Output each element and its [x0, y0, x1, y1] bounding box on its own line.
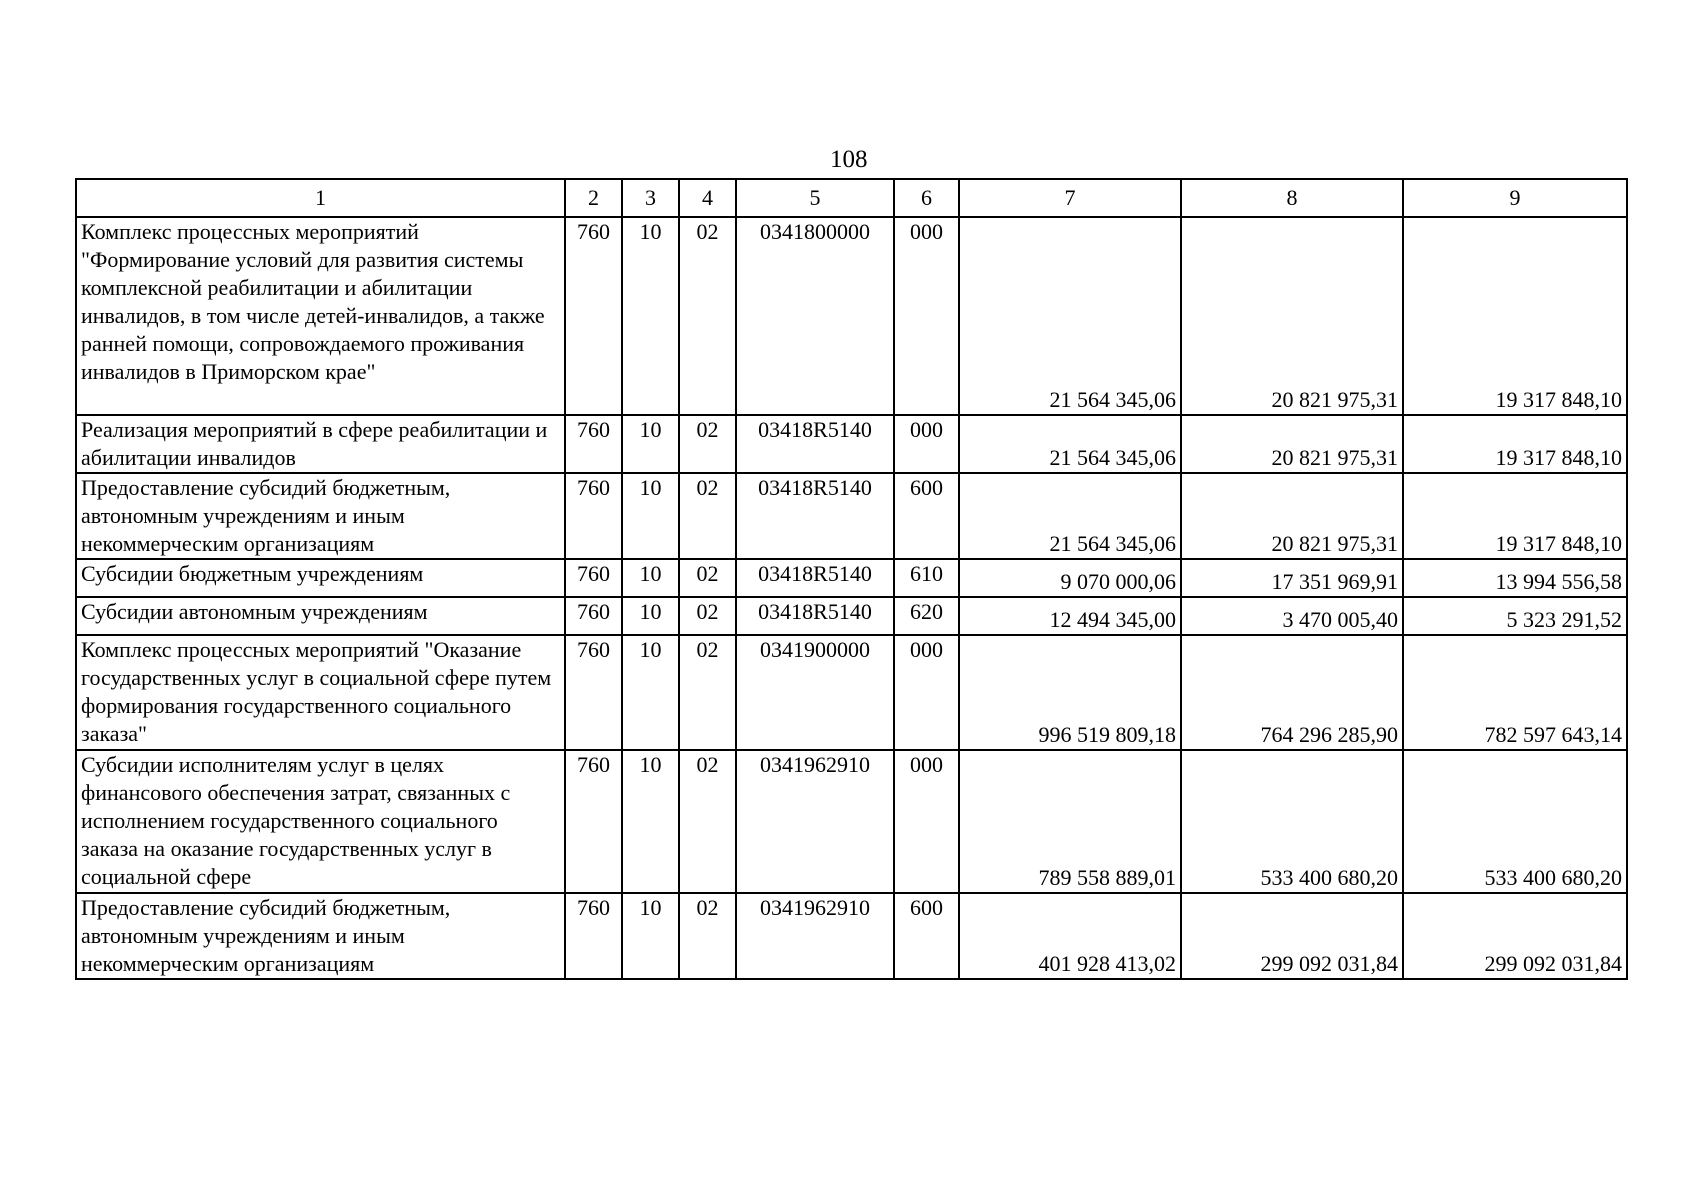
budget-table [75, 178, 1628, 980]
code-cell: 0341800000 [736, 217, 894, 415]
header-cell: 6 [894, 179, 959, 217]
code-cell: 02 [679, 597, 736, 635]
amount-cell: 299 092 031,84 [1403, 893, 1627, 979]
amount-cell: 789 558 889,01 [959, 750, 1181, 893]
table-row [76, 750, 1627, 893]
code-cell: 0341962910 [736, 750, 894, 893]
code-cell: 620 [894, 597, 959, 635]
header-cell: 9 [1403, 179, 1627, 217]
amount-cell: 20 821 975,31 [1181, 473, 1403, 559]
code-cell: 760 [565, 635, 622, 750]
code-cell: 02 [679, 559, 736, 597]
code-cell: 000 [894, 635, 959, 750]
code-cell: 03418R5140 [736, 415, 894, 473]
amount-cell: 401 928 413,02 [959, 893, 1181, 979]
amount-cell: 9 070 000,06 [959, 559, 1181, 597]
code-cell: 03418R5140 [736, 473, 894, 559]
amount-cell: 13 994 556,58 [1403, 559, 1627, 597]
code-cell: 0341900000 [736, 635, 894, 750]
header-cell: 7 [959, 179, 1181, 217]
table-row [76, 217, 1627, 415]
code-cell: 000 [894, 415, 959, 473]
code-cell: 02 [679, 635, 736, 750]
table-row [76, 559, 1627, 597]
code-cell: 600 [894, 473, 959, 559]
code-cell: 10 [622, 635, 679, 750]
header-cell: 3 [622, 179, 679, 217]
amount-cell: 782 597 643,14 [1403, 635, 1627, 750]
amount-cell: 20 821 975,31 [1181, 217, 1403, 415]
code-cell: 10 [622, 893, 679, 979]
code-cell: 0341962910 [736, 893, 894, 979]
amount-cell: 21 564 345,06 [959, 415, 1181, 473]
page-number: 108 [830, 146, 868, 173]
table-row [76, 635, 1627, 750]
amount-cell: 19 317 848,10 [1403, 473, 1627, 559]
row-name-cell: Субсидии исполнителям услуг в целях финансового обеспечения затрат, связанных с исполнением государственного социального заказа на оказание государственных услуг в социальной сфере [76, 750, 565, 893]
code-cell: 10 [622, 415, 679, 473]
table-row [76, 473, 1627, 559]
row-name-cell: Комплекс процессных мероприятий "Формирование условий для развития системы комплексной реабилитации и абилитации инвалидов, в том числе детей-инвалидов, а также ранней помощи, сопровождаемого проживания инвалидов в Приморском крае" [76, 217, 565, 415]
header-cell: 4 [679, 179, 736, 217]
row-name-cell: Субсидии бюджетным учреждениям [76, 559, 565, 597]
code-cell: 10 [622, 217, 679, 415]
code-cell: 02 [679, 217, 736, 415]
code-cell: 760 [565, 559, 622, 597]
amount-cell: 21 564 345,06 [959, 217, 1181, 415]
header-cell: 2 [565, 179, 622, 217]
code-cell: 02 [679, 893, 736, 979]
code-cell: 000 [894, 217, 959, 415]
code-cell: 10 [622, 750, 679, 893]
amount-cell: 19 317 848,10 [1403, 415, 1627, 473]
amount-cell: 21 564 345,06 [959, 473, 1181, 559]
header-cell: 5 [736, 179, 894, 217]
amount-cell: 299 092 031,84 [1181, 893, 1403, 979]
code-cell: 610 [894, 559, 959, 597]
row-name-cell: Реализация мероприятий в сфере реабилитации и абилитации инвалидов [76, 415, 565, 473]
row-name-cell: Предоставление субсидий бюджетным, автономным учреждениям и иным некоммерческим организациям [76, 893, 565, 979]
code-cell: 760 [565, 217, 622, 415]
amount-cell: 19 317 848,10 [1403, 217, 1627, 415]
table-header-row [76, 179, 1627, 217]
amount-cell: 5 323 291,52 [1403, 597, 1627, 635]
amount-cell: 20 821 975,31 [1181, 415, 1403, 473]
header-cell: 1 [76, 179, 565, 217]
code-cell: 760 [565, 415, 622, 473]
row-name-cell: Комплекс процессных мероприятий "Оказание государственных услуг в социальной сфере путем формирования государственного социального заказа" [76, 635, 565, 750]
code-cell: 03418R5140 [736, 597, 894, 635]
code-cell: 760 [565, 750, 622, 893]
row-name-cell: Субсидии автономным учреждениям [76, 597, 565, 635]
code-cell: 600 [894, 893, 959, 979]
header-cell: 8 [1181, 179, 1403, 217]
code-cell: 760 [565, 893, 622, 979]
table-row [76, 893, 1627, 979]
amount-cell: 996 519 809,18 [959, 635, 1181, 750]
amount-cell: 12 494 345,00 [959, 597, 1181, 635]
code-cell: 10 [622, 559, 679, 597]
code-cell: 10 [622, 473, 679, 559]
amount-cell: 533 400 680,20 [1181, 750, 1403, 893]
code-cell: 10 [622, 597, 679, 635]
amount-cell: 533 400 680,20 [1403, 750, 1627, 893]
code-cell: 02 [679, 750, 736, 893]
code-cell: 03418R5140 [736, 559, 894, 597]
amount-cell: 17 351 969,91 [1181, 559, 1403, 597]
code-cell: 760 [565, 597, 622, 635]
code-cell: 02 [679, 415, 736, 473]
table-row [76, 597, 1627, 635]
code-cell: 760 [565, 473, 622, 559]
table-row [76, 415, 1627, 473]
amount-cell: 3 470 005,40 [1181, 597, 1403, 635]
code-cell: 02 [679, 473, 736, 559]
row-name-cell: Предоставление субсидий бюджетным, автономным учреждениям и иным некоммерческим организациям [76, 473, 565, 559]
amount-cell: 764 296 285,90 [1181, 635, 1403, 750]
code-cell: 000 [894, 750, 959, 893]
